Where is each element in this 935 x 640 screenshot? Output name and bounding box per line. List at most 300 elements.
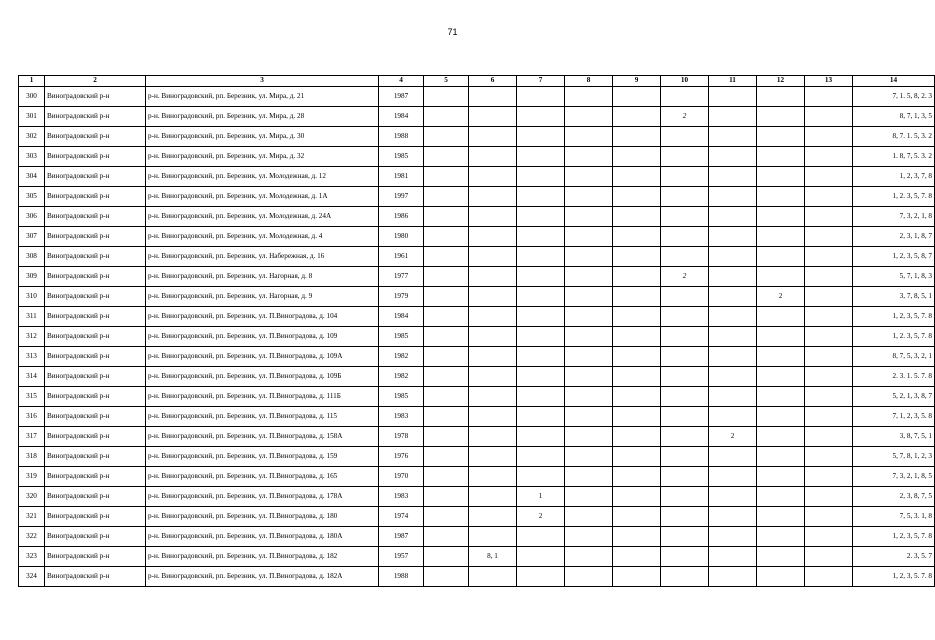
cell-col-8 [565,547,613,567]
cell-col-6 [469,467,517,487]
cell-col-12 [757,547,805,567]
cell-col-14: 1, 2, 3, 5. 7. 8 [853,567,935,587]
cell-col-7 [517,547,565,567]
cell-col-8 [565,347,613,367]
cell-col-9 [613,207,661,227]
cell-col-11 [709,147,757,167]
address-cell: р-н. Виноградовский, рп. Березник, ул. П.Виноградова, д. 180А [146,527,379,547]
table-row [19,447,935,467]
cell-col-13 [805,227,853,247]
cell-col-9 [613,327,661,347]
cell-col-6 [469,347,517,367]
cell-col-7 [517,387,565,407]
cell-col-13 [805,327,853,347]
cell-col-14: 1, 2, 3, 5, 7. 8 [853,527,935,547]
cell-col-9 [613,387,661,407]
cell-col-13 [805,167,853,187]
cell-col-13 [805,427,853,447]
cell-col-8 [565,167,613,187]
row-number: 316 [19,407,45,427]
table-row [19,87,935,107]
cell-col-10 [661,567,709,587]
year-cell: 1987 [379,527,424,547]
cell-col-10 [661,487,709,507]
cell-col-10 [661,247,709,267]
column-header: 5 [424,76,469,87]
cell-col-14: 7, 3, 2, 1, 8, 5 [853,467,935,487]
cell-col-13 [805,247,853,267]
cell-col-9 [613,167,661,187]
table-header-row [19,76,935,87]
cell-col-6 [469,287,517,307]
cell-col-7 [517,87,565,107]
cell-col-10 [661,207,709,227]
cell-col-10: 2 [661,107,709,127]
cell-col-6 [469,407,517,427]
cell-col-5 [424,167,469,187]
row-number: 311 [19,307,45,327]
cell-col-11 [709,347,757,367]
year-cell: 1988 [379,127,424,147]
year-cell: 1988 [379,567,424,587]
table-row [19,207,935,227]
cell-col-10 [661,547,709,567]
row-number: 319 [19,467,45,487]
address-cell: р-н. Виноградовский, рп. Березник, ул. Мира, д. 28 [146,107,379,127]
table-row [19,167,935,187]
cell-col-9 [613,347,661,367]
cell-col-6 [469,167,517,187]
cell-col-14: 8, 7, 5, 3, 2, 1 [853,347,935,367]
cell-col-12 [757,207,805,227]
cell-col-6 [469,307,517,327]
address-cell: р-н. Виноградовский, рп. Березник, ул. П.Виноградова, д. 159 [146,447,379,467]
cell-col-11 [709,87,757,107]
cell-col-5 [424,327,469,347]
column-header: 4 [379,76,424,87]
cell-col-11 [709,407,757,427]
row-number: 309 [19,267,45,287]
cell-col-6 [469,187,517,207]
year-cell: 1984 [379,307,424,327]
cell-col-13 [805,307,853,327]
cell-col-7 [517,347,565,367]
cell-col-12: 2 [757,287,805,307]
cell-col-6 [469,147,517,167]
cell-col-9 [613,107,661,127]
cell-col-11 [709,367,757,387]
column-header: 13 [805,76,853,87]
cell-col-13 [805,127,853,147]
cell-col-9 [613,527,661,547]
cell-col-10 [661,347,709,367]
row-number: 301 [19,107,45,127]
cell-col-12 [757,227,805,247]
table-row [19,567,935,587]
address-cell: р-н. Виноградовский, рп. Березник, ул. Нагорная, д. 9 [146,287,379,307]
cell-col-12 [757,367,805,387]
cell-col-6 [469,387,517,407]
cell-col-7: 1 [517,487,565,507]
row-number: 306 [19,207,45,227]
row-number: 324 [19,567,45,587]
district-cell: Виноградовский р-н [45,127,146,147]
district-cell: Виноградовский р-н [45,427,146,447]
cell-col-11 [709,327,757,347]
cell-col-10 [661,127,709,147]
table-row [19,247,935,267]
cell-col-10 [661,147,709,167]
cell-col-10 [661,447,709,467]
cell-col-9 [613,467,661,487]
district-cell: Виноградовский р-н [45,347,146,367]
cell-col-12 [757,487,805,507]
cell-col-9 [613,87,661,107]
cell-col-7 [517,187,565,207]
cell-col-8 [565,207,613,227]
cell-col-5 [424,467,469,487]
cell-col-11 [709,307,757,327]
cell-col-5 [424,267,469,287]
cell-col-14: 1, 2. 3, 5, 7. 8 [853,187,935,207]
cell-col-14: 8, 7, 1, 3, 5 [853,107,935,127]
cell-col-12 [757,187,805,207]
cell-col-5 [424,547,469,567]
row-number: 317 [19,427,45,447]
cell-col-7 [517,327,565,347]
cell-col-5 [424,407,469,427]
year-cell: 1985 [379,327,424,347]
address-cell: р-н. Виноградовский, рп. Березник, ул. Мира, д. 32 [146,147,379,167]
table-row [19,407,935,427]
cell-col-6: 8, 1 [469,547,517,567]
cell-col-6 [469,227,517,247]
cell-col-14: 7, 5, 3. 1, 8 [853,507,935,527]
year-cell: 1987 [379,87,424,107]
cell-col-10 [661,167,709,187]
cell-col-10 [661,87,709,107]
cell-col-5 [424,127,469,147]
cell-col-6 [469,527,517,547]
cell-col-6 [469,367,517,387]
cell-col-13 [805,507,853,527]
table-row [19,507,935,527]
cell-col-11 [709,107,757,127]
cell-col-6 [469,87,517,107]
cell-col-9 [613,507,661,527]
cell-col-7 [517,227,565,247]
district-cell: Виноградовский р-н [45,227,146,247]
cell-col-13 [805,287,853,307]
cell-col-13 [805,567,853,587]
cell-col-7 [517,427,565,447]
address-cell: р-н. Виноградовский, рп. Березник, ул. Мира, д. 21 [146,87,379,107]
cell-col-14: 5, 7, 1, 8, 3 [853,267,935,287]
cell-col-6 [469,567,517,587]
cell-col-12 [757,147,805,167]
cell-col-14: 3, 7, 8, 5, 1 [853,287,935,307]
row-number: 302 [19,127,45,147]
district-cell: Виноградовский р-н [45,167,146,187]
column-header: 3 [146,76,379,87]
cell-col-9 [613,447,661,467]
cell-col-14: 5, 2, 1, 3, 8, 7 [853,387,935,407]
cell-col-13 [805,467,853,487]
year-cell: 1974 [379,507,424,527]
year-cell: 1970 [379,467,424,487]
cell-col-6 [469,247,517,267]
cell-col-13 [805,367,853,387]
cell-col-7 [517,167,565,187]
table-row [19,387,935,407]
cell-col-12 [757,467,805,487]
year-cell: 1979 [379,287,424,307]
cell-col-10: 2 [661,267,709,287]
cell-col-10 [661,287,709,307]
cell-col-9 [613,147,661,167]
cell-col-8 [565,307,613,327]
district-cell: Виноградовский р-н [45,147,146,167]
cell-col-5 [424,107,469,127]
cell-col-10 [661,407,709,427]
address-cell: р-н. Виноградовский, рп. Березник, ул. П.Виноградова, д. 158А [146,427,379,447]
cell-col-7 [517,207,565,227]
cell-col-8 [565,127,613,147]
cell-col-14: 7, 3, 2, 1, 8 [853,207,935,227]
cell-col-5 [424,247,469,267]
cell-col-14: 7, 1. 5, 8, 2. 3 [853,87,935,107]
cell-col-8 [565,367,613,387]
cell-col-5 [424,447,469,467]
cell-col-11 [709,267,757,287]
column-header: 11 [709,76,757,87]
cell-col-9 [613,407,661,427]
table-row [19,267,935,287]
address-cell: р-н. Виноградовский, рп. Березник, ул. П.Виноградова, д. 115 [146,407,379,427]
address-cell: р-н. Виноградовский, рп. Березник, ул. П.Виноградова, д. 109Б [146,367,379,387]
district-cell: Виноградовский р-н [45,547,146,567]
cell-col-13 [805,267,853,287]
year-cell: 1997 [379,187,424,207]
cell-col-5 [424,507,469,527]
cell-col-10 [661,327,709,347]
table-row [19,427,935,447]
cell-col-12 [757,107,805,127]
cell-col-14: 1, 2, 3, 5, 7. 8 [853,307,935,327]
cell-col-12 [757,327,805,347]
column-header: 10 [661,76,709,87]
cell-col-9 [613,267,661,287]
column-header: 9 [613,76,661,87]
cell-col-10 [661,187,709,207]
cell-col-5 [424,387,469,407]
cell-col-13 [805,87,853,107]
row-number: 315 [19,387,45,407]
cell-col-14: 2, 3, 8, 7, 5 [853,487,935,507]
cell-col-5 [424,427,469,447]
cell-col-9 [613,247,661,267]
table-row [19,467,935,487]
cell-col-7 [517,367,565,387]
cell-col-11 [709,387,757,407]
table-row [19,367,935,387]
address-cell: р-н. Виноградовский, рп. Березник, ул. Молодежная, д. 12 [146,167,379,187]
row-number: 312 [19,327,45,347]
cell-col-8 [565,87,613,107]
district-cell: Виноградовский р-н [45,507,146,527]
table-row [19,287,935,307]
cell-col-11 [709,287,757,307]
address-cell: р-н. Виноградовский, рп. Березник, ул. П.Виноградова, д. 180 [146,507,379,527]
cell-col-8 [565,327,613,347]
cell-col-10 [661,427,709,447]
address-cell: р-н. Виноградовский, рп. Березник, ул. П.Виноградова, д. 104 [146,307,379,327]
address-cell: р-н. Виноградовский, рп. Березник, ул. П.Виноградова, д. 109 [146,327,379,347]
cell-col-13 [805,487,853,507]
cell-col-10 [661,387,709,407]
cell-col-7 [517,467,565,487]
row-number: 318 [19,447,45,467]
district-cell: Виноградовский р-н [45,407,146,427]
cell-col-9 [613,547,661,567]
district-cell: Виноградовский р-н [45,467,146,487]
address-cell: р-н. Виноградовский, рп. Березник, ул. П.Виноградова, д. 165 [146,467,379,487]
row-number: 320 [19,487,45,507]
cell-col-12 [757,527,805,547]
row-number: 300 [19,87,45,107]
cell-col-8 [565,407,613,427]
cell-col-13 [805,187,853,207]
cell-col-12 [757,267,805,287]
address-cell: р-н. Виноградовский, рп. Березник, ул. Молодежная, д. 4 [146,227,379,247]
district-cell: Виноградовский р-н [45,247,146,267]
address-cell: р-н. Виноградовский, рп. Березник, ул. П.Виноградова, д. 109А [146,347,379,367]
cell-col-12 [757,407,805,427]
cell-col-6 [469,427,517,447]
cell-col-11 [709,227,757,247]
cell-col-5 [424,147,469,167]
cell-col-12 [757,567,805,587]
cell-col-11 [709,507,757,527]
year-cell: 1983 [379,407,424,427]
year-cell: 1985 [379,147,424,167]
cell-col-6 [469,447,517,467]
cell-col-11 [709,547,757,567]
cell-col-9 [613,287,661,307]
cell-col-9 [613,127,661,147]
district-cell: Виноградовский р-н [45,287,146,307]
cell-col-11 [709,487,757,507]
cell-col-8 [565,467,613,487]
cell-col-5 [424,187,469,207]
cell-col-8 [565,427,613,447]
cell-col-10 [661,507,709,527]
district-cell: Виноградовский р-н [45,327,146,347]
table-row [19,107,935,127]
row-number: 314 [19,367,45,387]
cell-col-7 [517,267,565,287]
cell-col-12 [757,167,805,187]
cell-col-9 [613,307,661,327]
row-number: 310 [19,287,45,307]
table-row [19,327,935,347]
cell-col-7 [517,147,565,167]
cell-col-11 [709,187,757,207]
cell-col-8 [565,227,613,247]
column-header: 14 [853,76,935,87]
cell-col-14: 5, 7, 8, 1, 2, 3 [853,447,935,467]
district-cell: Виноградовский р-н [45,267,146,287]
address-cell: р-н. Виноградовский, рп. Березник, ул. П.Виноградова, д. 182А [146,567,379,587]
year-cell: 1976 [379,447,424,467]
year-cell: 1980 [379,227,424,247]
row-number: 305 [19,187,45,207]
address-cell: р-н. Виноградовский, рп. Березник, ул. П.Виноградова, д. 178А [146,487,379,507]
cell-col-11 [709,567,757,587]
cell-col-10 [661,367,709,387]
cell-col-9 [613,367,661,387]
cell-col-8 [565,147,613,167]
cell-col-7 [517,107,565,127]
data-table [18,75,935,587]
cell-col-9 [613,567,661,587]
cell-col-14: 2. 3. 1. 5. 7. 8 [853,367,935,387]
cell-col-14: 1. 8, 7, 5. 3. 2 [853,147,935,167]
district-cell: Виноградовский р-н [45,187,146,207]
address-cell: р-н. Виноградовский, рп. Березник, ул. П.Виноградова, д. 111Б [146,387,379,407]
cell-col-14: 2. 3, 5. 7 [853,547,935,567]
cell-col-9 [613,187,661,207]
cell-col-9 [613,487,661,507]
cell-col-5 [424,307,469,327]
cell-col-12 [757,387,805,407]
cell-col-6 [469,507,517,527]
cell-col-5 [424,367,469,387]
address-cell: р-н. Виноградовский, рп. Березник, ул. Молодежная, д. 24А [146,207,379,227]
row-number: 307 [19,227,45,247]
cell-col-7: 2 [517,507,565,527]
district-cell: Виноградовский р-н [45,527,146,547]
cell-col-5 [424,87,469,107]
year-cell: 1985 [379,387,424,407]
cell-col-7 [517,127,565,147]
cell-col-7 [517,407,565,427]
cell-col-12 [757,507,805,527]
year-cell: 1986 [379,207,424,227]
cell-col-14: 3, 8, 7, 5, 1 [853,427,935,447]
district-cell: Виноградовский р-н [45,207,146,227]
cell-col-8 [565,507,613,527]
column-header: 8 [565,76,613,87]
address-cell: р-н. Виноградовский, рп. Березник, ул. Молодежная, д. 1А [146,187,379,207]
cell-col-5 [424,287,469,307]
cell-col-9 [613,427,661,447]
table-row [19,227,935,247]
cell-col-8 [565,567,613,587]
cell-col-6 [469,487,517,507]
cell-col-11 [709,527,757,547]
cell-col-10 [661,467,709,487]
cell-col-7 [517,307,565,327]
row-number: 321 [19,507,45,527]
row-number: 322 [19,527,45,547]
cell-col-5 [424,527,469,547]
cell-col-13 [805,407,853,427]
cell-col-12 [757,347,805,367]
table-row [19,187,935,207]
cell-col-5 [424,207,469,227]
cell-col-6 [469,327,517,347]
